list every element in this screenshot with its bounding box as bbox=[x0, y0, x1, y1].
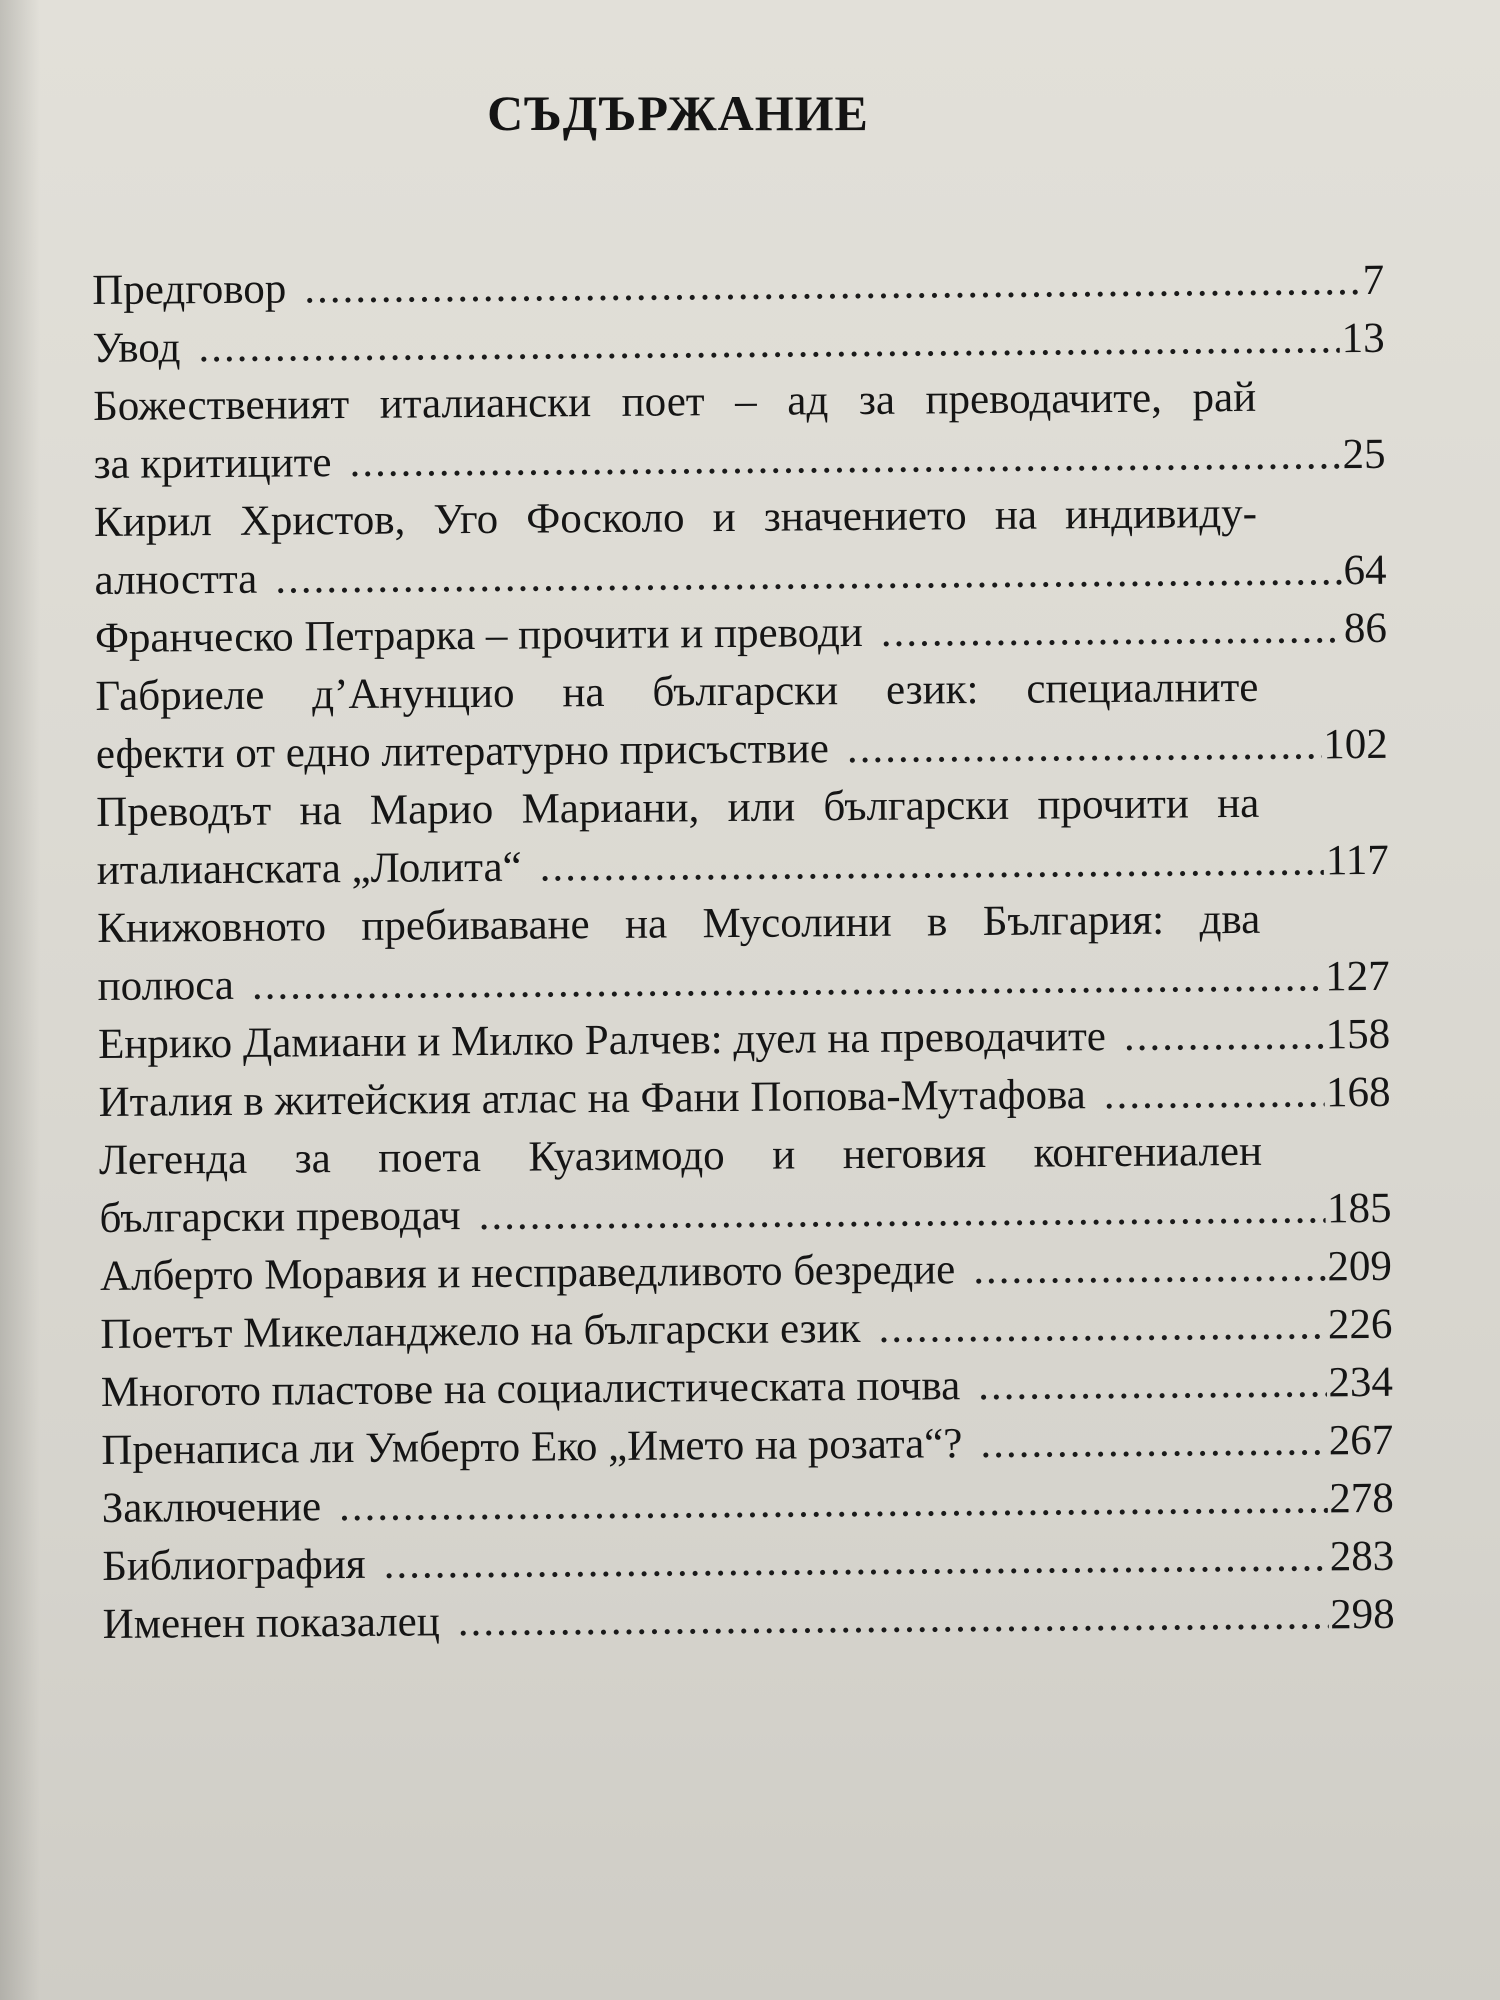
toc-entry-title: Италия в житейския атлас на Фани Попова-Мутафова bbox=[98, 1071, 1086, 1126]
toc-entry-title: Франческо Петрарка – прочити и преводи bbox=[94, 608, 863, 662]
dot-leader bbox=[286, 252, 1361, 318]
dot-leader bbox=[962, 1412, 1327, 1473]
toc-entry-last-line bbox=[101, 1354, 1393, 1422]
toc-entry bbox=[96, 774, 1389, 900]
toc-entry-title: Многото пластове на социалистическата почва bbox=[100, 1362, 961, 1416]
dot-leader bbox=[829, 716, 1322, 778]
toc-entry-page-number: 86 bbox=[1343, 604, 1388, 653]
toc-entry-page-number: 102 bbox=[1323, 720, 1389, 769]
toc-entry-title: Предговор bbox=[92, 265, 287, 314]
toc-entry-last-line bbox=[97, 948, 1389, 1016]
toc-entry-title: Заключение bbox=[101, 1483, 322, 1532]
toc-entry-page-number: 7 bbox=[1362, 256, 1385, 305]
toc-entry bbox=[95, 658, 1388, 784]
dot-leader bbox=[863, 600, 1343, 662]
toc-entry-title: за критиците bbox=[93, 439, 332, 488]
toc-entry-title: Библиография bbox=[102, 1540, 366, 1590]
toc-entry-page-number: 283 bbox=[1329, 1532, 1395, 1581]
toc-entry-page-number: 298 bbox=[1329, 1590, 1395, 1639]
toc-entry bbox=[100, 1238, 1392, 1306]
toc-entry-page-number: 209 bbox=[1327, 1242, 1393, 1291]
toc-entry-page-number: 168 bbox=[1325, 1068, 1391, 1117]
toc-entry-page-number: 127 bbox=[1324, 952, 1390, 1001]
toc-entry-last-line bbox=[92, 252, 1384, 320]
toc-entry bbox=[95, 600, 1387, 668]
toc-entry-title: Именен показалец bbox=[102, 1598, 440, 1648]
toc-entry-title: италианската „Лолита“ bbox=[96, 843, 522, 894]
toc-entry bbox=[98, 1064, 1390, 1132]
toc-entry-last-line bbox=[98, 1064, 1390, 1132]
dot-leader bbox=[860, 1296, 1326, 1358]
dot-leader bbox=[960, 1354, 1327, 1415]
toc-entry bbox=[98, 1006, 1390, 1074]
toc-entry-title-line: Божественият италиански поет – ад за преводачите, рай bbox=[92, 373, 1257, 430]
toc-entry-last-line bbox=[101, 1412, 1393, 1480]
toc-entry bbox=[94, 484, 1387, 610]
toc-entry-title-line: Габриеле д’Анунцио на български език: специалните bbox=[95, 663, 1259, 720]
dot-leader bbox=[234, 948, 1324, 1015]
toc-entry-last-line bbox=[102, 1470, 1394, 1538]
toc-entry-title: полюса bbox=[97, 961, 235, 1010]
toc-entry-title: ефекти от едно литературно присъствие bbox=[95, 725, 830, 778]
toc-entry bbox=[102, 1470, 1394, 1538]
dot-leader bbox=[321, 1470, 1328, 1536]
toc-entry-last-line bbox=[99, 1180, 1391, 1248]
toc-entry-last-line bbox=[97, 832, 1389, 900]
toc-entry-page-number: 267 bbox=[1328, 1416, 1394, 1465]
toc-entry-last-line bbox=[102, 1586, 1394, 1654]
toc-entry bbox=[101, 1412, 1393, 1480]
toc-entry-title: български преводач bbox=[99, 1192, 461, 1242]
dot-leader bbox=[955, 1238, 1326, 1299]
toc-entry-title: Пренаписа ли Умберто Еко „Името на розата“? bbox=[101, 1420, 963, 1474]
toc-entry-last-line bbox=[100, 1296, 1392, 1364]
toc-entry-last-line bbox=[100, 1238, 1392, 1306]
dot-leader bbox=[365, 1528, 1328, 1594]
toc-entry-title-line: Кирил Христов, Уго Фосколо и значението на индивиду- bbox=[93, 489, 1258, 546]
dot-leader bbox=[257, 542, 1342, 609]
table-of-contents bbox=[92, 252, 1395, 1654]
toc-entry-page-number: 64 bbox=[1343, 546, 1387, 595]
toc-entry-page-number: 226 bbox=[1327, 1300, 1393, 1349]
dot-leader bbox=[521, 832, 1324, 896]
dot-leader bbox=[440, 1586, 1329, 1651]
toc-entry-last-line bbox=[95, 600, 1387, 668]
toc-entry bbox=[102, 1528, 1394, 1596]
dot-leader bbox=[1106, 1006, 1324, 1066]
toc-entry bbox=[93, 368, 1386, 494]
toc-entry-title: Енрико Дамиани и Милко Ралчев: дуел на преводачите bbox=[97, 1013, 1107, 1068]
toc-entry-last-line bbox=[93, 426, 1385, 494]
toc-entry bbox=[102, 1586, 1394, 1654]
toc-entry-page-number: 25 bbox=[1342, 430, 1386, 479]
toc-entry bbox=[97, 890, 1390, 1016]
dot-leader bbox=[180, 310, 1340, 377]
toc-entry bbox=[92, 310, 1384, 378]
toc-entry-page-number: 158 bbox=[1325, 1010, 1391, 1059]
dot-leader bbox=[331, 426, 1340, 492]
toc-entry bbox=[92, 252, 1384, 320]
toc-entry-title-line: Легенда за поета Куазимодо и неговия конгениален bbox=[98, 1127, 1263, 1184]
dot-leader bbox=[1086, 1064, 1325, 1124]
dot-leader bbox=[460, 1180, 1325, 1245]
toc-entry-page-number: 13 bbox=[1341, 314, 1385, 363]
toc-entry-page-number: 185 bbox=[1326, 1184, 1392, 1233]
page-title: СЪДЪРЖАНИЕ bbox=[487, 85, 869, 141]
toc-entry bbox=[99, 1122, 1392, 1248]
toc-entry-page-number: 234 bbox=[1328, 1358, 1394, 1407]
toc-entry bbox=[100, 1296, 1392, 1364]
toc-entry-title: Увод bbox=[92, 324, 181, 372]
toc-entry-last-line bbox=[98, 1006, 1390, 1074]
toc-entry-title: Алберто Моравия и несправедливото безредие bbox=[99, 1246, 956, 1300]
toc-entry-title-line: Книжовното пребиваване на Мусолини в България: два bbox=[97, 895, 1261, 952]
toc-entry-last-line bbox=[96, 716, 1388, 784]
toc-entry bbox=[101, 1354, 1393, 1422]
toc-entry-title: алността bbox=[94, 555, 258, 604]
toc-entry-title-line: Преводът на Марио Мариани, или български прочити на bbox=[96, 779, 1260, 836]
toc-entry-title: Поетът Микеланджело на български език bbox=[100, 1304, 861, 1358]
toc-entry-page-number: 117 bbox=[1325, 836, 1389, 885]
toc-entry-last-line bbox=[94, 542, 1386, 610]
toc-entry-last-line bbox=[102, 1528, 1394, 1596]
toc-entry-last-line bbox=[92, 310, 1384, 378]
toc-entry-page-number: 278 bbox=[1329, 1474, 1394, 1523]
